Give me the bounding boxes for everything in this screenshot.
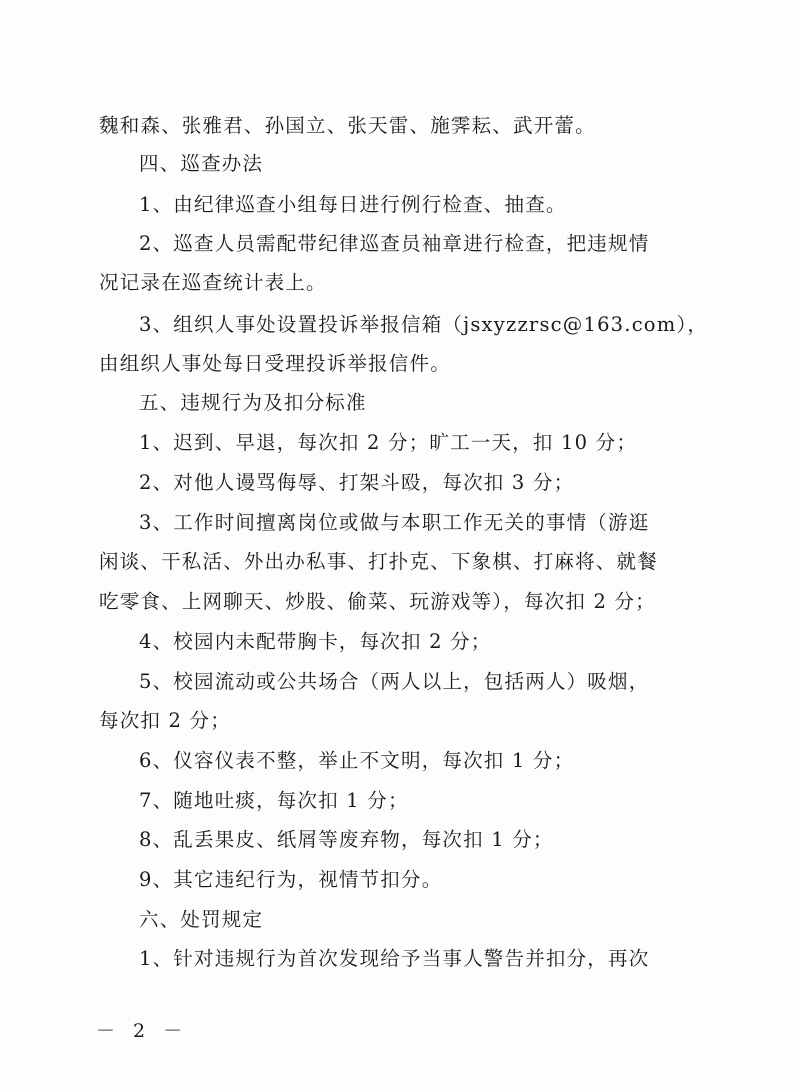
text-line-16: 每次扣 2 分； <box>99 709 231 732</box>
text-line-5: 况记录在巡查统计表上。 <box>99 271 327 294</box>
text-line-22: 1、针对违规行为首次发现给予当事人警告并扣分，再次 <box>139 947 650 970</box>
text-line-13: 吃零食、上网聊天、炒股、偷菜、玩游戏等），每次扣 2 分； <box>99 590 656 613</box>
text-line-9: 1、迟到、早退，每次扣 2 分；旷工一天，扣 10 分； <box>139 431 638 454</box>
text-line-11: 3、工作时间擅离岗位或做与本职工作无关的事情（游逛 <box>139 511 650 534</box>
page-number: － 2 － <box>96 1020 189 1042</box>
text-line-14: 4、校园内未配带胸卡，每次扣 2 分； <box>139 630 492 653</box>
text-line-20: 9、其它违纪行为，视情节扣分。 <box>139 868 443 891</box>
text-line-18: 7、随地吐痰，每次扣 1 分； <box>139 789 409 812</box>
text-line-12: 闲谈、干私活、外出办私事、打扑克、下象棋、打麻将、就餐 <box>99 550 658 573</box>
text-line-17: 6、仪容仪表不整，举止不文明，每次扣 1 分； <box>139 749 575 772</box>
text-line-4: 2、巡查人员需配带纪律巡查员袖章进行检查，把违规情 <box>139 232 650 255</box>
section-heading-4: 四、巡查办法 <box>139 152 264 175</box>
text-line-6: 3、组织人事处设置投诉举报信箱（jsxyzzrsc@163.com）， <box>139 313 709 336</box>
text-line-15: 5、校园流动或公共场合（两人以上，包括两人）吸烟， <box>139 670 650 693</box>
section-heading-6: 六、处罚规定 <box>139 908 264 931</box>
text-line-19: 8、乱丢果皮、纸屑等废弃物，每次扣 1 分； <box>139 828 554 851</box>
text-line-1: 魏和森、张雅君、孙国立、张天雷、施霁耘、武开蕾。 <box>99 114 596 137</box>
section-heading-5: 五、违规行为及扣分标准 <box>139 391 367 414</box>
text-line-3: 1、由纪律巡查小组每日进行例行检查、抽查。 <box>139 193 567 216</box>
text-line-7: 由组织人事处每日受理投诉举报信件。 <box>99 352 451 375</box>
text-line-10: 2、对他人谩骂侮辱、打架斗殴，每次扣 3 分； <box>139 471 575 494</box>
